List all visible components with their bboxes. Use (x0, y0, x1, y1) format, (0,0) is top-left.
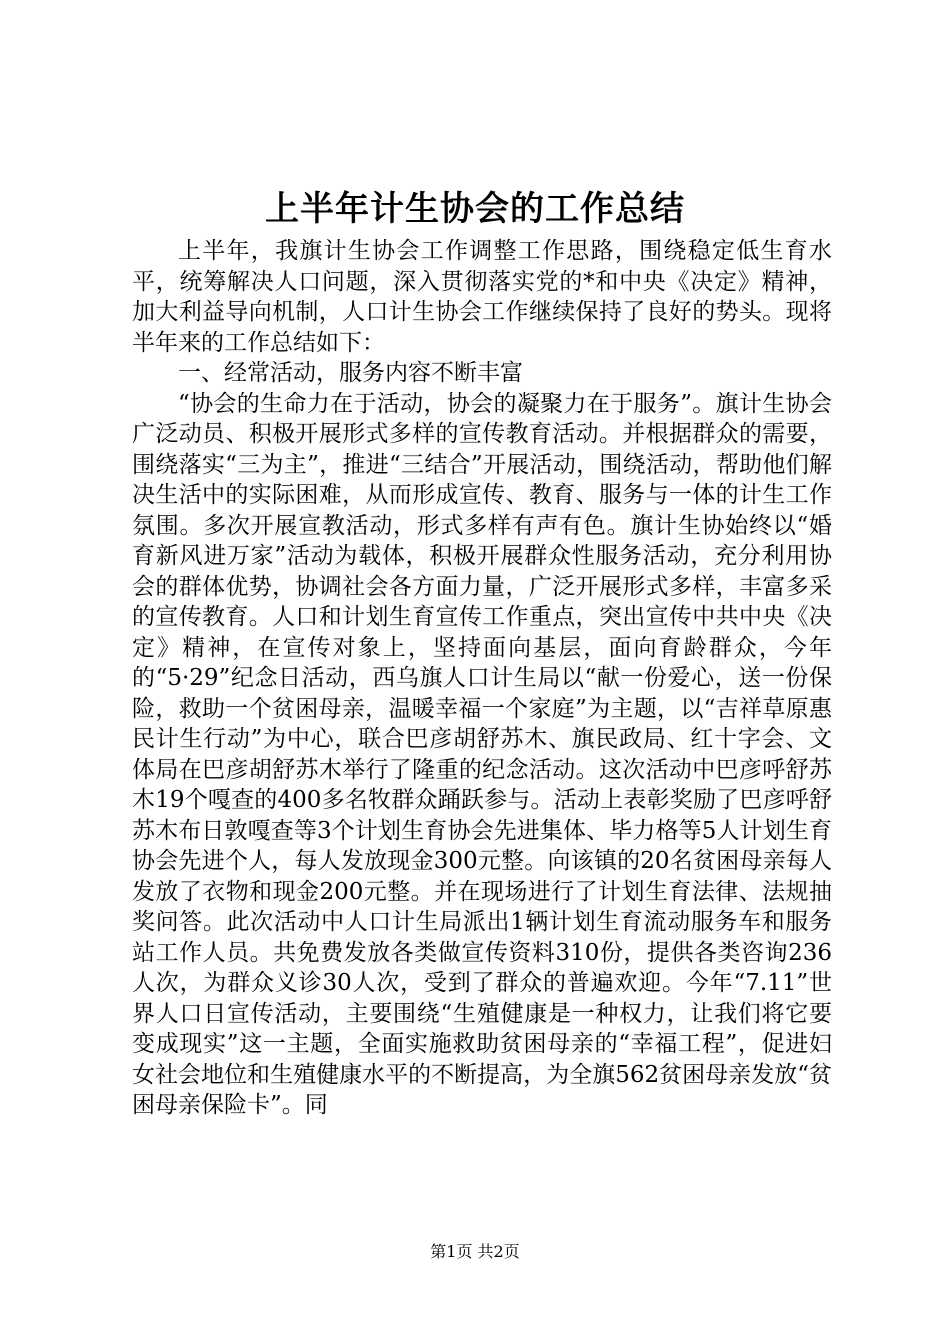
paragraph-activities: “协会的生命力在于活动，协会的凝聚力在于服务”。旗计生协会广泛动员、积极开展形式多样的宣传教育活动。并根据群众的需要，围绕落实“三为主”，推进“三结合”开展活动，围绕活动，帮助他们解决生活中的实际困难，从而形成宣传、教育、服务与一体的计生工作氛围。多次开展宣教活动，形式多样有声有色。旗计生协始终以“婚育新风进万家”活动为载体，积极开展群众性服务活动，充分利用协会的群体优势，协调社会各方面力量，广泛开展形式多样，丰富多采的宣传教育。人口和计划生育宣传工作重点，突出宣传中共中央《决定》精神，在宣传对象上，坚持面向基层，面向育龄群众，今年的“5·29”纪念日活动，西乌旗人口计生局以“献一份爱心，送一份保险，救助一个贫困母亲，温暖幸福一个家庭”为主题，以“吉祥草原惠民计生行动”为中心，联合巴彦胡舒苏木、旗民政局、红十字会、文体局在巴彦胡舒苏木举行了隆重的纪念活动。这次活动中巴彦呼舒苏木19个嘎查的400多名牧群众踊跃参与。活动上表彰奖励了巴彦呼舒苏木布日敦嘎查等3个计划生育协会先进集体、毕力格等5人计划生育协会先进个人，每人发放现金300元整。向该镇的20名贫困母亲每人发放了衣物和现金200元整。并在现场进行了计划生育法律、法规抽奖问答。此次活动中人口计生局派出1辆计划生育流动服务车和服务站工作人员。共免费发放各类做宣传资料310份，提供各类咨询236人次，为群众义诊30人次，受到了群众的普遍欢迎。今年“7.11”世界人口日宣传活动，主要围绕“生殖健康是一种权力，让我们将它要变成现实”这一主题，全面实施救助贫困母亲的“幸福工程”，促进妇女社会地位和生殖健康水平的不断提高，为全旗562贫困母亲发放“贫困母亲保险卡”。同 (132, 390, 832, 1118)
document-title: 上半年计生协会的工作总结 (265, 189, 685, 229)
document-body (132, 236, 832, 1121)
page-number-footer: 第1页 共2页 (430, 1242, 520, 1261)
section-heading: 一、经常活动，服务内容不断丰富 (178, 360, 523, 386)
paragraph-intro: 上半年，我旗计生协会工作调整工作思路，围绕稳定低生育水平，统筹解决人口问题，深入贯彻落实党的*和中央《决定》精神，加大利益导向机制，人口计生协会工作继续保持了良好的势头。现将半年来的工作总结如下： (132, 238, 832, 356)
